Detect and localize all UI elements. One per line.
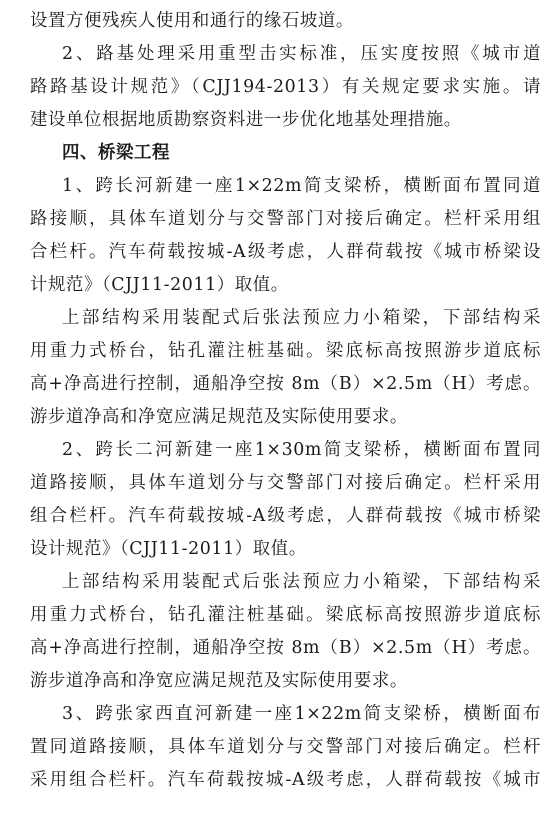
text-line: 设置方便残疾人使用和通行的缘石坡道。 [30,11,354,31]
text-line: 设计规范》（CJJ11-2011）取值。 [30,539,307,559]
text-line: 高+净高进行控制，通船净空按 8m（B）×2.5m（H）考虑。 [30,638,541,658]
text-line: 用重力式桥台，钻孔灌注桩基础。梁底标高按照游步道底标 [30,605,541,625]
text-line: 2、路基处理采用重型击实标准，压实度按照《城市道 [62,44,541,64]
section-heading: 四、桥梁工程 [62,143,170,163]
text-line: 游步道净高和净宽应满足规范及实际使用要求。 [30,671,408,691]
text-line: 计规范》（CJJ11-2011）取值。 [30,275,289,295]
text-line: 1、跨长河新建一座1×22m简支梁桥，横断面布置同道 [62,176,541,196]
text-line: 置同道路接顺，具体车道划分与交警部门对接后确定。栏杆 [30,737,541,757]
text-line: 路路基设计规范》（CJJ194-2013）有关规定要求实施。请 [30,77,541,97]
text-line: 路接顺，具体车道划分与交警部门对接后确定。栏杆采用组 [30,209,541,229]
text-line: 高+净高进行控制，通船净空按 8m（B）×2.5m（H）考虑。 [30,374,541,394]
text-line: 上部结构采用装配式后张法预应力小箱梁，下部结构采 [62,572,541,592]
text-line: 用重力式桥台，钻孔灌注桩基础。梁底标高按照游步道底标 [30,341,541,361]
text-line: 建设单位根据地质勘察资料进一步优化地基处理措施。 [30,110,462,130]
text-line: 2、跨长二河新建一座1×30m简支梁桥，横断面布置同 [62,440,541,460]
text-line: 上部结构采用装配式后张法预应力小箱梁，下部结构采 [62,308,541,328]
text-line: 采用组合栏杆。汽车荷载按城-A级考虑，人群荷载按《城市 [30,770,541,790]
text-line: 组合栏杆。汽车荷载按城-A级考虑，人群荷载按《城市桥梁 [30,506,541,526]
text-line: 游步道净高和净宽应满足规范及实际使用要求。 [30,407,408,427]
text-line: 道路接顺，具体车道划分与交警部门对接后确定。栏杆采用 [30,473,541,493]
text-line: 3、跨张家西直河新建一座1×22m简支梁桥，横断面布 [62,704,541,724]
text-line: 合栏杆。汽车荷载按城-A级考虑，人群荷载按《城市桥梁设 [30,242,541,262]
